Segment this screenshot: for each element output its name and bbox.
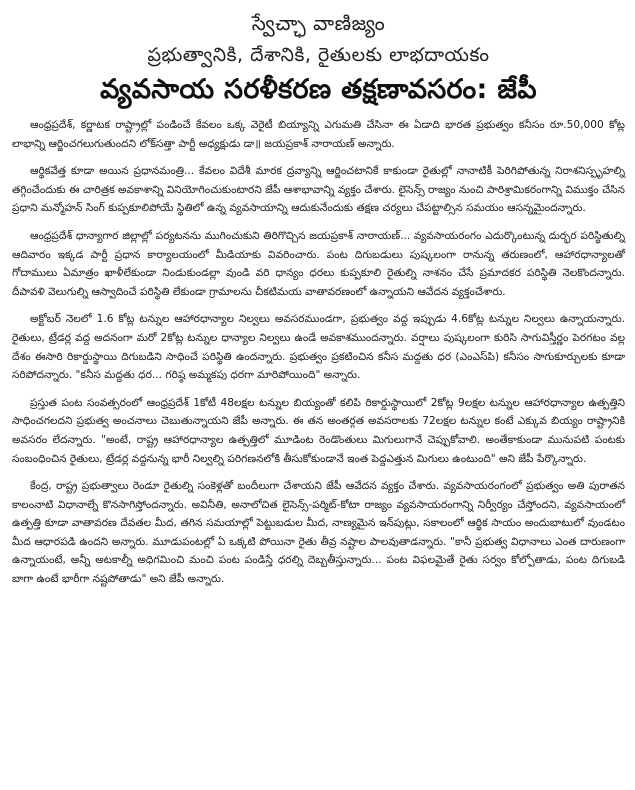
kicker-line-2: ప్రభుత్వానికి, దేశానికి, రైతులకు లాభదాయకం [147, 44, 490, 66]
paragraph-1: ఆంధ్రప్రదేశ్, కర్ణాటక రాష్ట్రాల్లో పండించే కేవలం ఒక్క వెరైటీ బియ్యాన్ని ఎగుమతి చేసినా ఈ ఏడాది భారత ప్రభుత్వం కనీసం రూ.50,000 కోట్ల లాభాన్ని ఆర్జించగలుగుతుందని లోక్‌సత్తా పార్టీ అధ్యక్షుడు డా॥ జయప్రకాశ్ నారాయణ్ అన్నారు. [12, 119, 625, 150]
paragraph-3: ఆంధ్రప్రదేశ్ ధాన్యాగార జిల్లాల్లో పర్యటనను ముగించుకుని తిరిగొచ్చిన జయప్రకాశ్ నారాయణ్... వ్యవసాయరంగం ఎదుర్కొంటున్న దుర్భర పరిస్థితుల్ని ఆదివారం ఇక్కడ పార్టీ ప్రధాన కార్యాలయంలో మీడియాకు వివరించారు. పంట దిగుబడులు పుష్కలంగా రానున్న తరుణంలో, ఆహారధాన్యాలతో గోదాములు ఏమాత్రం ఖాళీలేకుండా నిండుకుండల్లా వుండి వరి ధాన్యం ధరలు కుప్పకూలి రైతుల్ని నాశనం చేసే ప్రమాదకర పరిస్థితి నెలకొందన్నారు. దీపావళి వెలుగుల్ని ఆస్వాదించే పరిస్థితి లేకుండా గ్రామాలను చీకటిమయ వాతావరణంలో ఉన్నాయని ఆవేదన వ్యక్తంచేశారు. [12, 229, 625, 298]
article-heading [12, 8, 625, 108]
headline: వ్యవసాయ సరళీకరణ తక్షణావసరం: జేపీ [100, 74, 537, 105]
paragraph-4: అక్టోబర్ నెలలో 1.6 కోట్ల టన్నుల ఆహారధాన్యాల నిల్వలు అవసరముండగా, ప్రభుత్వం వద్ద ఇప్పుడు 4.6కోట్ల టన్నుల నిల్వలు ఉన్నాయన్నారు. రైతులు, ట్రేడర్ల వద్ద అదనంగా మరో 2కోట్ల టన్నుల ధాన్యాల నిల్వలు ఉండే అవకాశముందన్నారు. వర్షాలు పుష్కలంగా కురిసి సాగువిస్తీర్ణం పెరగటం వల్ల దేశం ఈసారి రికార్డుస్థాయి దిగుబడిని సాధించే పరిస్థితి ఉందన్నారు. ప్రభుత్వం ప్రకటించిన కనీస మద్దతు ధర (ఎంఎస్‌పి) కనీసం సాగుకూర్చులకు కూడా సరిపోదన్నారు. "కనీస మద్దతు ధర... గరిష్ఠ అమ్మకపు ధరగా మారిపోయింది" అన్నారు. [12, 313, 625, 382]
article-body [12, 116, 625, 589]
kicker-line-1: స్వేచ్ఛా వాణిజ్యం [251, 11, 386, 35]
paragraph-6: కేంద్ర, రాష్ట్ర ప్రభుత్వాలు రెండూ రైతుల్ని సంకెళ్లతో బందీలుగా చేశాయని జేపీ ఆవేదన వ్యక్తం చేశారు. వ్యవసాయరంగంలో ప్రభుత్వం అతి పురాతన కాలంనాటి విధానాల్నే కొనసాగిస్తోందన్నారు. అవినీతి, అనాలోచిత లైసెన్స్-పర్మిట్-కోటా రాజ్యం వ్యవసాయరంగాన్ని నిర్వీర్యం చేస్తోందని, వ్యవసాయంలో ఉత్పత్తి కూడా వాతావరణ దేవతల మీద, తగిన సమయాల్లో పెట్టుబడుల మీద, నాణ్యమైన ఇన్‌పుట్లు, సకాలంలో ఆర్థిక సాయం అందుబాటులో వుండటం మీద ఆధారపడి ఉందని అన్నారు. మూడుపంటల్లో ఏ ఒక్కటి పోయినా రైతు తీవ్ర నష్టాల పాలవుతాడన్నారు. "కానీ ప్రభుత్వ విధానాలు ఎంత దారుణంగా ఉన్నాయంటే, అన్నీ అటకాల్నీ అధిగమించి మంచి పంట పండిస్తే ధరల్ని దెబ్బతీస్తున్నారు... పంట విఫలమైతే రైతు సర్వం కోల్పోతాడు, పంట దిగుబడి బాగా ఉంటే భారీగా నష్టపోతాడు" అని జేపీ అన్నారు. [12, 480, 625, 586]
paragraph-2: ఆర్థికవేత్త కూడా అయిన ప్రధానమంత్రి... కేవలం విదేశీ మారక ద్రవ్యాన్ని ఆర్జించటానికే కాకుండా రైతుల్లో నానాటికీ పెరిగిపోతున్న నిరాశనిస్పృహల్ని తగ్గించేందుకు ఈ చారిత్రక అవకాశాన్ని వినియోగించుకుంటారని జేపీ ఆశాభావాన్ని వ్యక్తం చేశారు. లైసెన్స్ రాజ్యం నుంచి పారిశ్రామికరంగాన్ని విముక్తం చేసిన ప్రధాని మన్మోహన్ సింగ్ కుప్పకూలిపోయే స్థితిలో ఉన్న వ్యవసాయాన్ని ఆదుకునేందుకు తక్షణ చర్యలు చేపట్టాల్సిన సమయం ఆసన్నమైందన్నారు. [12, 165, 625, 215]
paragraph-5: ప్రస్తుత పంట సంవత్సరంలో ఆంధ్రప్రదేశ్ 1కోటీ 48లక్షల టన్నుల బియ్యంతో కలిపి రికార్డుస్థాయిలో 2కోట్ల 9లక్షల టన్నుల ఆహారధాన్యాల ఉత్పత్తిని సాధించగలదని ప్రభుత్వ అంచనాలు చెబుతున్నాయని జేపీ అన్నారు. ఈ తన అంతర్గత అవసరాలకు 72లక్షల టన్నుల కంటే ఎక్కువ బియ్యం రాష్ట్రానికి అవసరం లేదన్నారు. "అంటే, రాష్ట్ర ఆహారధాన్యాల ఉత్పత్తిలో మూడింట రెండొంతులు మిగులుగానే చెప్పుకోవాలి. అంతేకాకుండా మునుపటి పంటకు సంబంధించిన రైతులు, ట్రేడర్ల వద్దనున్న భారీ నిల్వల్ని పరిగణనలోకి తీసుకోకుండానే ఇంత పెద్దఎత్తున మిగులు ఉంటుంది" అని జేపీ పేర్కొన్నారు. [12, 396, 625, 465]
